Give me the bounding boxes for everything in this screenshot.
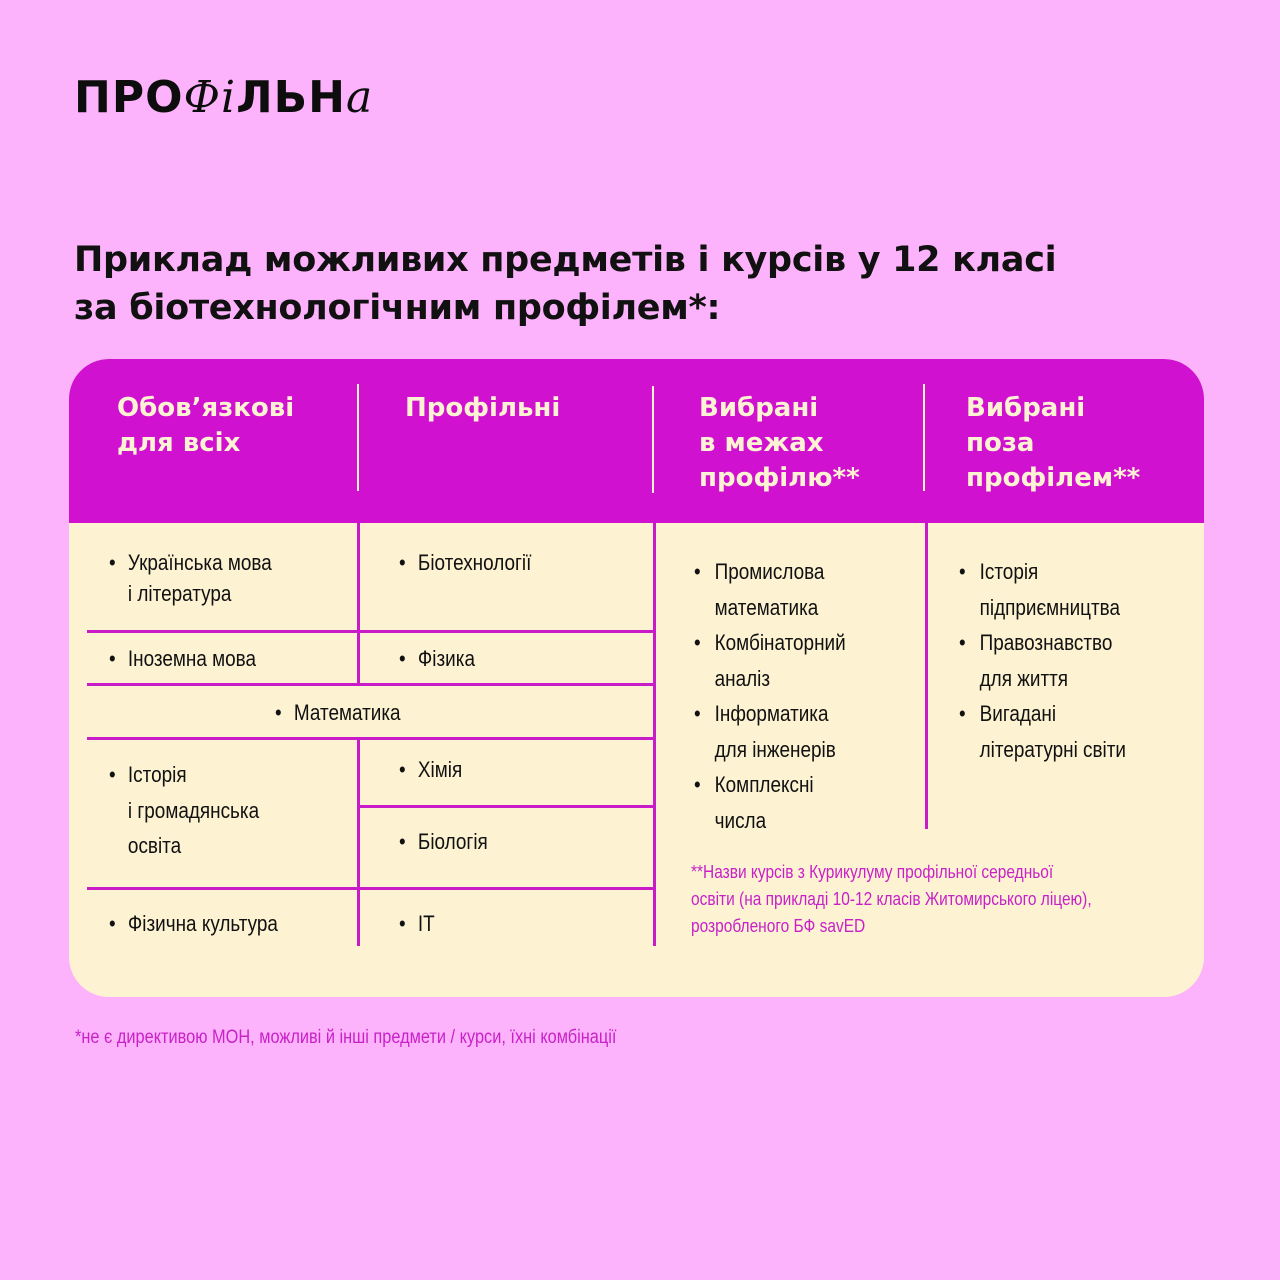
- item-text: Інформатика: [714, 701, 829, 726]
- list-item: [399, 547, 531, 578]
- item-text: Іноземна мова: [127, 646, 257, 671]
- item-text: Фізична культура: [127, 911, 278, 936]
- grid-line: [357, 631, 360, 684]
- item-text: Комплексні: [714, 772, 814, 797]
- bullet-icon: •: [399, 550, 406, 575]
- grid-line: [87, 887, 656, 890]
- list-item: [959, 554, 1126, 625]
- item-text: освіта: [127, 833, 182, 858]
- item-text: математика: [714, 594, 819, 620]
- bullet-icon: •: [959, 701, 966, 726]
- header-line: для всіх: [117, 428, 241, 458]
- item-text: Комбінаторний: [714, 630, 846, 655]
- bullet-icon: •: [694, 559, 701, 584]
- table-header: [69, 359, 1204, 523]
- grid-line: [87, 630, 656, 633]
- header-line: поза: [966, 428, 1035, 458]
- item-text: Історія: [979, 559, 1039, 584]
- note-line: освіти (на прикладі 10-12 класів Житомирського ліцею),: [691, 889, 1092, 909]
- courses-note: [691, 859, 1092, 940]
- bullet-icon: •: [399, 757, 406, 782]
- elective-within-list: [694, 554, 846, 838]
- bullet-icon: •: [694, 630, 701, 655]
- bullet-icon: •: [109, 762, 116, 787]
- item-text: підприємництва: [979, 594, 1121, 620]
- item-text: числа: [714, 807, 767, 833]
- bullet-icon: •: [275, 700, 282, 725]
- bullet-icon: •: [399, 911, 406, 936]
- item-text: Біологія: [417, 829, 488, 854]
- brand-logo: [74, 72, 373, 123]
- header-divider: [357, 384, 359, 491]
- logo-text: і: [221, 72, 237, 123]
- item-text: для життя: [979, 665, 1069, 691]
- list-item: [399, 826, 488, 857]
- item-text: Хімія: [417, 757, 463, 782]
- header-elective-within: [699, 391, 860, 496]
- bullet-icon: •: [959, 559, 966, 584]
- bullet-icon: •: [694, 772, 701, 797]
- item-text: Вигадані: [979, 701, 1057, 726]
- grid-line: [87, 683, 656, 686]
- header-profile: [405, 391, 560, 426]
- header-line: в межах: [699, 428, 824, 458]
- item-text: Математика: [293, 700, 401, 725]
- bullet-icon: •: [109, 646, 116, 671]
- item-text: Промислова: [714, 559, 825, 584]
- item-text: для інженерів: [714, 736, 836, 762]
- item-text: аналіз: [714, 665, 771, 691]
- logo-text: а: [346, 72, 374, 123]
- list-item: [694, 625, 846, 696]
- list-item: [694, 696, 846, 767]
- header-line: Обов’язкові: [117, 393, 295, 423]
- list-item: [109, 547, 272, 609]
- grid-line: [87, 737, 656, 740]
- bullet-icon: •: [109, 911, 116, 936]
- bullet-icon: •: [399, 646, 406, 671]
- grid-line: [357, 805, 656, 808]
- item-text: ІТ: [417, 911, 435, 936]
- bullet-icon: •: [399, 829, 406, 854]
- footnote: *не є директивою МОН, можливі й інші предмети / курси, їхні комбінації: [75, 1027, 617, 1048]
- header-elective-outside: [966, 391, 1140, 496]
- grid-line: [357, 523, 360, 631]
- list-item: [694, 767, 846, 838]
- subjects-table: [69, 359, 1204, 997]
- header-divider: [923, 384, 925, 491]
- list-item: [109, 643, 256, 674]
- title-line: Приклад можливих предметів і курсів у 12 класі: [74, 240, 1057, 280]
- grid-line: [653, 523, 656, 946]
- item-text: Історія: [127, 762, 187, 787]
- note-line: **Назви курсів з Курикулуму профільної середньої: [691, 862, 1054, 882]
- list-item: [694, 554, 846, 625]
- header-line: профілю**: [699, 463, 860, 493]
- bullet-icon: •: [694, 701, 701, 726]
- list-item: [399, 908, 435, 939]
- bullet-icon: •: [959, 630, 966, 655]
- item-text: Фізика: [417, 646, 475, 671]
- page-title: [74, 236, 1056, 332]
- list-item: [109, 757, 259, 864]
- logo-text: ЛЬН: [236, 72, 346, 123]
- item-text: і література: [127, 581, 232, 606]
- list-item: [399, 754, 462, 785]
- header-line: профілем**: [966, 463, 1141, 493]
- item-text: Біотехнології: [417, 550, 532, 575]
- title-line: за біотехнологічним профілем*:: [74, 288, 721, 328]
- header-line: Вибрані: [699, 393, 819, 423]
- logo-text: Ф: [183, 72, 222, 123]
- list-item: [109, 908, 278, 939]
- elective-outside-list: [959, 554, 1126, 767]
- item-text: Правознавство: [979, 630, 1113, 655]
- item-text: Українська мова: [127, 550, 272, 575]
- list-item: [959, 625, 1126, 696]
- header-mandatory: [117, 391, 294, 461]
- item-text: літературні світи: [979, 736, 1127, 762]
- list-item: [275, 697, 401, 728]
- logo-text: ПРО: [74, 72, 184, 123]
- header-divider: [652, 386, 654, 493]
- item-text: і громадянська: [127, 797, 260, 823]
- grid-line: [357, 738, 360, 946]
- bullet-icon: •: [109, 550, 116, 575]
- note-line: розробленого БФ savED: [691, 916, 866, 936]
- header-line: Вибрані: [966, 393, 1086, 423]
- header-line: Профільні: [405, 393, 561, 423]
- list-item: [399, 643, 475, 674]
- list-item: [959, 696, 1126, 767]
- grid-line: [925, 523, 928, 829]
